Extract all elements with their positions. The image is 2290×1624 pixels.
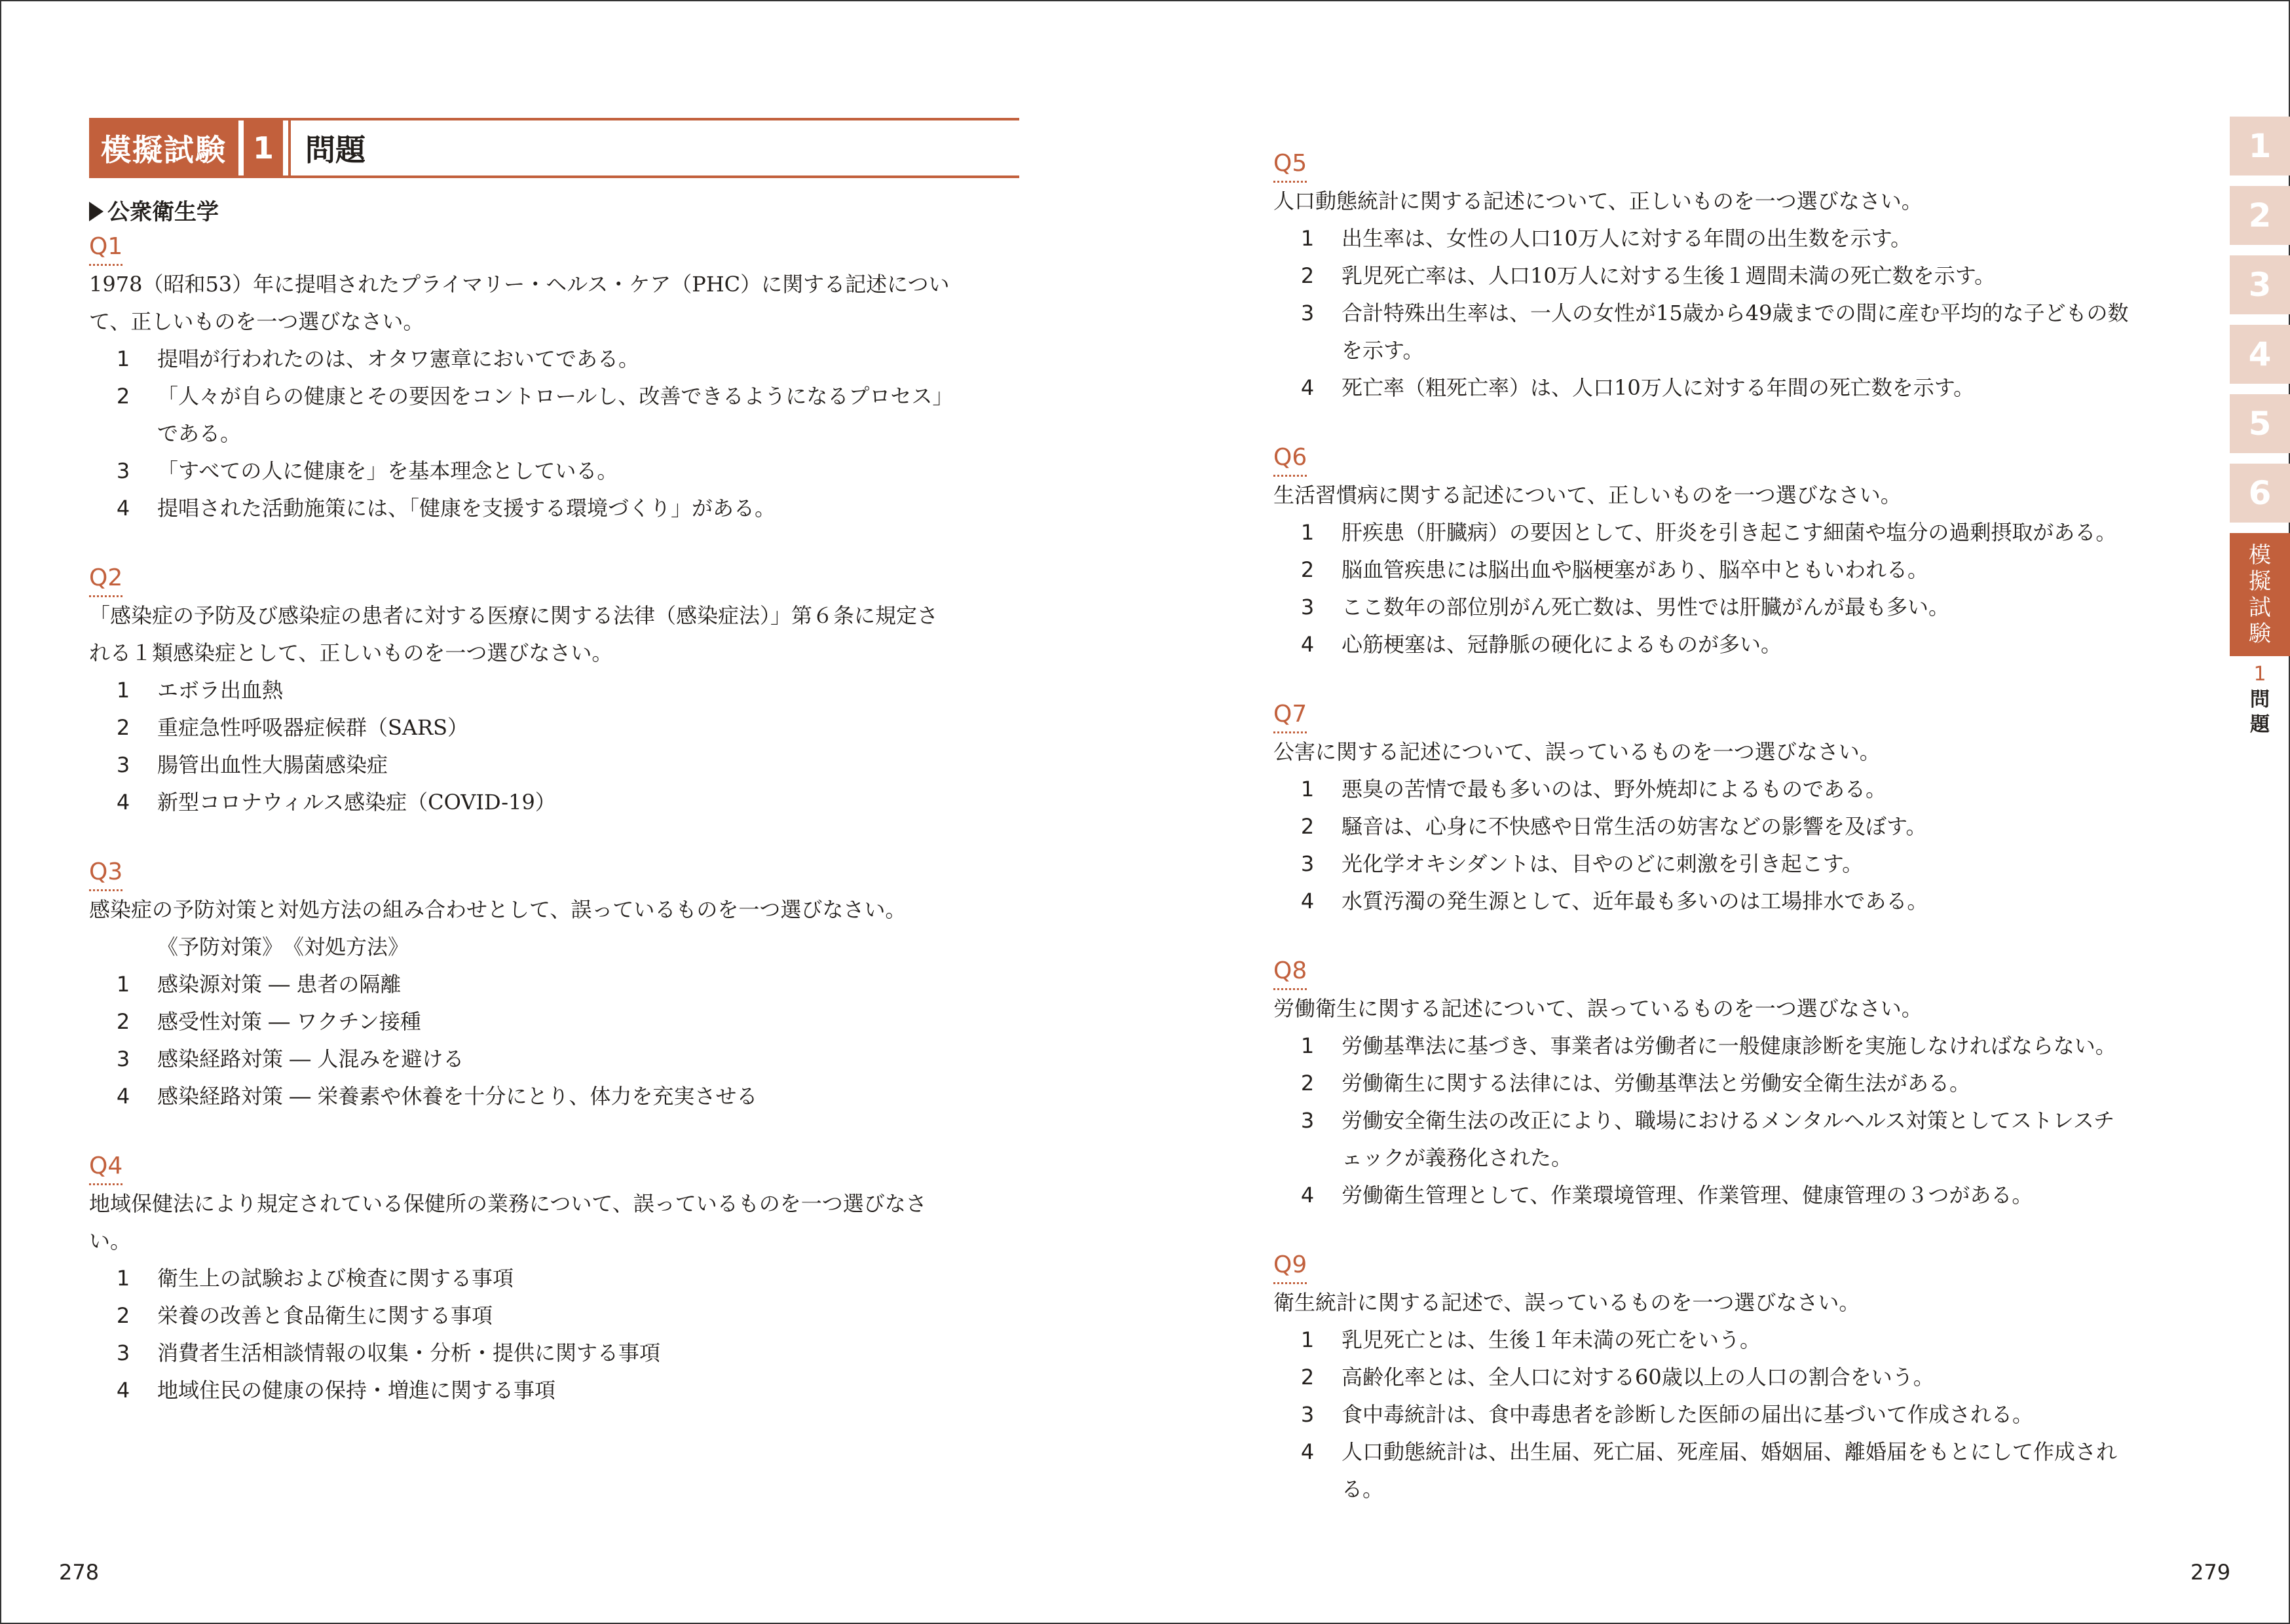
question-block <box>89 230 1019 527</box>
triangle-icon <box>89 202 103 221</box>
option-text: 栄養の改善と食品衛生に関する事項 <box>157 1303 493 1328</box>
question-stem: れる１類感染症として、正しいものを一つ選びなさい。 <box>89 640 613 665</box>
option-number: 2 <box>1300 1071 1315 1096</box>
option-number: 2 <box>1300 557 1315 582</box>
question-block <box>89 1149 1019 1409</box>
answer-option[interactable] <box>89 709 1019 747</box>
answer-option[interactable] <box>89 1297 1019 1335</box>
option-number: 3 <box>1300 1108 1315 1133</box>
option-number: 1 <box>116 346 130 371</box>
answer-option[interactable] <box>89 341 1019 378</box>
left-page <box>89 118 1019 1409</box>
question-block <box>89 855 1019 1115</box>
option-text: エボラ出血熱 <box>157 678 284 703</box>
answer-option[interactable] <box>89 1372 1019 1409</box>
option-number: 4 <box>1300 375 1315 400</box>
option-number: 2 <box>1300 263 1315 288</box>
option-text: 高齢化率とは、全人口に対する60歳以上の人口の割合をいう。 <box>1342 1365 1934 1390</box>
option-number: 3 <box>1300 301 1315 325</box>
exam-title: 模擬試験 <box>89 120 238 175</box>
question-stem: 生活習慣病に関する記述について、正しいものを一つ選びなさい。 <box>1273 483 1902 507</box>
question-label: Q4 <box>89 1149 122 1185</box>
option-text: 提唱された活動施策には、「健康を支援する環境づくり」がある。 <box>157 496 776 521</box>
option-number: 4 <box>116 496 130 521</box>
option-text: 出生率は、女性の人口10万人に対する年間の出生数を示す。 <box>1342 226 1912 251</box>
question-block <box>89 561 1019 821</box>
option-number: 1 <box>1300 520 1315 545</box>
option-text: 感受性対策 ― ワクチン接種 <box>157 1009 421 1034</box>
question-list <box>89 230 1019 1409</box>
answer-option[interactable] <box>1273 1321 2210 1359</box>
answer-option[interactable] <box>1273 808 2210 845</box>
option-text: 乳児死亡とは、生後１年未満の死亡をいう。 <box>1342 1327 1761 1352</box>
tab-sub-char: 題 <box>2250 713 2270 736</box>
option-number: 3 <box>1300 595 1315 619</box>
section-title: 公衆衛生学 <box>107 199 219 225</box>
tab-active-char: 試 <box>2249 595 2271 621</box>
tab-chapter-6[interactable]: 6 <box>2230 464 2290 523</box>
page-header <box>89 118 1019 178</box>
answer-option[interactable] <box>1273 1396 2210 1433</box>
section-heading <box>89 194 1019 226</box>
answer-option[interactable] <box>1273 1065 2210 1102</box>
tab-exam-active[interactable] <box>2230 533 2290 656</box>
answer-option[interactable] <box>89 1335 1019 1372</box>
option-number: 1 <box>1300 1033 1315 1058</box>
answer-option[interactable] <box>1273 1177 2210 1214</box>
option-number: 4 <box>1300 1439 1315 1464</box>
tab-sub-number: 1 <box>2253 663 2266 686</box>
answer-option[interactable] <box>1273 551 2210 589</box>
tab-chapter-1[interactable]: 1 <box>2230 117 2290 175</box>
option-text: 新型コロナウィルス感染症（COVID-19） <box>157 790 556 815</box>
question-stem: 人口動態統計に関する記述について、正しいものを一つ選びなさい。 <box>1273 189 1923 213</box>
tab-exam-sub <box>2230 661 2290 737</box>
question-label: Q7 <box>1273 697 1307 733</box>
option-number: 3 <box>116 752 130 777</box>
answer-option[interactable] <box>1273 1102 2210 1177</box>
question-block <box>1273 697 2210 920</box>
header-separator <box>238 120 244 175</box>
option-text: 死亡率（粗死亡率）は、人口10万人に対する年間の死亡数を示す。 <box>1342 375 1975 400</box>
question-label: Q5 <box>1273 147 1307 183</box>
question-label: Q3 <box>89 855 122 891</box>
option-text: 水質汚濁の発生源として、近年最も多いのは工場排水である。 <box>1342 889 1928 913</box>
option-text: 労働衛生に関する法律には、労働基準法と労働安全衛生法がある。 <box>1342 1071 1971 1096</box>
answer-option[interactable] <box>89 1003 1019 1041</box>
answer-option[interactable] <box>1273 1433 2210 1508</box>
answer-option[interactable] <box>1273 1027 2210 1065</box>
question-block <box>1273 147 2210 407</box>
tab-sub-char: 問 <box>2250 688 2270 711</box>
question-stem: 「感染症の予防及び感染症の患者に対する医療に関する法律（感染症法）」第６条に規定さ <box>89 603 939 628</box>
tab-active-char: 擬 <box>2249 568 2271 595</box>
option-text: 乳児死亡率は、人口10万人に対する生後１週間未満の死亡数を示す。 <box>1342 263 1996 288</box>
option-text: 地域住民の健康の保持・増進に関する事項 <box>157 1378 556 1403</box>
page-number-right: 279 <box>2190 1560 2231 1585</box>
option-text: 騒音は、心身に不快感や日常生活の妨害などの影響を及ぼす。 <box>1342 814 1927 839</box>
question-stem: 感染症の予防対策と対処方法の組み合わせとして、誤っているものを一つ選びなさい。 <box>89 897 907 922</box>
question-label: Q9 <box>1273 1248 1307 1284</box>
question-label: Q2 <box>89 561 122 597</box>
option-number: 2 <box>1300 814 1315 839</box>
option-number: 2 <box>116 1009 130 1034</box>
question-block <box>1273 1248 2210 1508</box>
option-text: 食中毒統計は、食中毒患者を診断した医師の届出に基づいて作成される。 <box>1342 1402 2034 1427</box>
answer-option[interactable] <box>1273 369 2210 407</box>
question-stem: 労働衛生に関する記述について、誤っているものを一つ選びなさい。 <box>1273 996 1923 1021</box>
answer-option[interactable] <box>1273 1359 2210 1396</box>
option-text: 感染経路対策 ― 栄養素や休養を十分にとり、体力を充実させる <box>157 1084 758 1109</box>
answer-option[interactable] <box>89 1260 1019 1297</box>
header-label: 問題 <box>288 120 366 175</box>
option-number: 4 <box>116 1378 130 1403</box>
answer-option[interactable] <box>1273 295 2210 369</box>
option-text: 重症急性呼吸器症候群（SARS） <box>157 715 469 740</box>
option-text: 「すべての人に健康を」を基本理念としている。 <box>157 458 618 483</box>
option-text: 消費者生活相談情報の収集・分析・提供に関する事項 <box>157 1340 661 1365</box>
question-stem: 公害に関する記述について、誤っているものを一つ選びなさい。 <box>1273 739 1881 764</box>
option-number: 1 <box>1300 777 1315 802</box>
option-text: 提唱が行われたのは、オタワ憲章においてである。 <box>157 346 640 371</box>
option-number: 4 <box>116 1084 130 1109</box>
answer-option[interactable] <box>1273 257 2210 295</box>
option-text: 光化学オキシダントは、目やのどに刺激を引き起こす。 <box>1342 851 1864 876</box>
option-text: 労働衛生管理として、作業環境管理、作業管理、健康管理の３つがある。 <box>1342 1183 2033 1208</box>
answer-option[interactable] <box>1273 220 2210 257</box>
answer-option[interactable] <box>89 672 1019 709</box>
answer-option[interactable] <box>1273 845 2210 883</box>
answer-option[interactable] <box>89 490 1019 527</box>
option-number: 3 <box>116 1340 130 1365</box>
option-number: 4 <box>1300 632 1315 657</box>
right-page <box>1273 113 2210 1508</box>
answer-option[interactable] <box>89 452 1019 490</box>
question-label: Q8 <box>1273 954 1307 990</box>
answer-option[interactable] <box>89 747 1019 784</box>
option-text: 腸管出血性大腸菌感染症 <box>157 752 388 777</box>
pair-header: 《予防対策》 《対処方法》 <box>157 934 409 959</box>
question-label: Q6 <box>1273 441 1307 477</box>
option-number: 3 <box>116 458 130 483</box>
answer-option[interactable] <box>89 378 1019 452</box>
answer-option[interactable] <box>89 1078 1019 1115</box>
answer-option[interactable] <box>1273 514 2210 551</box>
option-number: 2 <box>1300 1365 1315 1390</box>
question-stem: い。 <box>89 1228 132 1253</box>
exam-number: 1 <box>244 120 283 175</box>
option-text: 「人々が自らの健康とその要因をコントロールし、改善できるようになるプロセス」 である。 <box>157 384 954 446</box>
tab-chapter-4[interactable]: 4 <box>2230 325 2290 384</box>
option-number: 1 <box>116 1266 130 1291</box>
tab-chapter-3[interactable]: 3 <box>2230 255 2290 314</box>
option-number: 3 <box>116 1046 130 1071</box>
option-text: 悪臭の苦情で最も多いのは、野外焼却によるものである。 <box>1342 777 1887 802</box>
question-block <box>1273 954 2210 1214</box>
answer-option[interactable] <box>89 966 1019 1003</box>
option-text: 感染源対策 ― 患者の隔離 <box>157 972 402 997</box>
option-number: 4 <box>116 790 130 815</box>
option-text: 合計特殊出生率は、一人の女性が15歳から49歳までの間に産む平均的な子どもの数 を示す。 <box>1342 301 2129 363</box>
option-number: 1 <box>1300 226 1315 251</box>
option-number: 4 <box>1300 889 1315 913</box>
question-label: Q1 <box>89 230 122 266</box>
answer-option[interactable] <box>1273 883 2210 920</box>
question-list <box>1273 147 2210 1508</box>
option-number: 1 <box>1300 1327 1315 1352</box>
option-number: 1 <box>116 972 130 997</box>
option-number: 2 <box>116 715 130 740</box>
option-text: 心筋梗塞は、冠静脈の硬化によるものが多い。 <box>1342 632 1782 657</box>
question-stem: 衛生統計に関する記述で、誤っているものを一つ選びなさい。 <box>1273 1290 1860 1315</box>
answer-option[interactable] <box>89 1041 1019 1078</box>
answer-option[interactable] <box>1273 771 2210 808</box>
question-stem: 1978（昭和53）年に提唱されたプライマリー・ヘルス・ケア（PHC）に関する記述につい <box>89 272 950 297</box>
option-number: 2 <box>116 384 130 409</box>
option-number: 1 <box>116 678 130 703</box>
page-number-left: 278 <box>59 1560 100 1585</box>
option-text: 脳血管疾患には脳出血や脳梗塞があり、脳卒中ともいわれる。 <box>1342 557 1929 582</box>
option-number: 2 <box>116 1303 130 1328</box>
tab-chapter-5[interactable]: 5 <box>2230 394 2290 453</box>
option-text: 感染経路対策 ― 人混みを避ける <box>157 1046 464 1071</box>
tab-chapter-2[interactable]: 2 <box>2230 186 2290 245</box>
question-stem: て、正しいものを一つ選びなさい。 <box>89 309 424 334</box>
question-block <box>1273 441 2210 663</box>
tab-active-char: 模 <box>2249 542 2271 568</box>
option-text: 肝疾患（肝臓病）の要因として、肝炎を引き起こす細菌や塩分の過剰摂取がある。 <box>1342 520 2117 545</box>
option-text: ここ数年の部位別がん死亡数は、男性では肝臓がんが最も多い。 <box>1342 595 1950 619</box>
option-text: 人口動態統計は、出生届、死亡届、死産届、婚姻届、離婚届をもとにして作成され る。 <box>1342 1439 2118 1502</box>
option-text: 労働安全衛生法の改正により、職場におけるメンタルヘルス対策としてストレスチ ェックが義務化された。 <box>1342 1108 2115 1170</box>
option-text: 労働基準法に基づき、事業者は労働者に一般健康診断を実施しなければならない。 <box>1342 1033 2116 1058</box>
option-text: 衛生上の試験および検査に関する事項 <box>157 1266 514 1291</box>
question-stem: 地域保健法により規定されている保健所の業務について、誤っているものを一つ選びなさ <box>89 1191 927 1216</box>
option-number: 3 <box>1300 851 1315 876</box>
answer-option[interactable] <box>1273 626 2210 663</box>
answer-option[interactable] <box>1273 589 2210 626</box>
option-number: 3 <box>1300 1402 1315 1427</box>
tab-active-char: 験 <box>2249 621 2271 647</box>
option-number: 4 <box>1300 1183 1315 1208</box>
answer-option[interactable] <box>89 784 1019 821</box>
